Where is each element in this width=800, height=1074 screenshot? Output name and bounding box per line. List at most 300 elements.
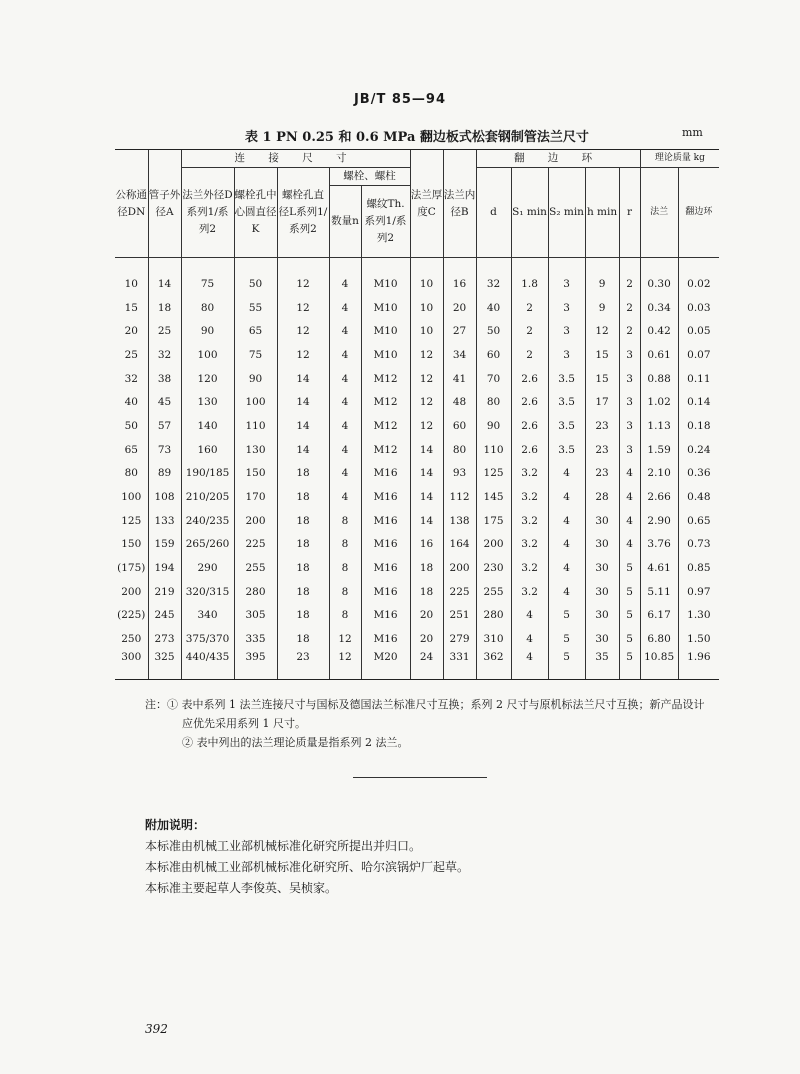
table-cell: M16 <box>361 485 410 509</box>
table-cell: 40 <box>124 396 138 409</box>
table-cell: 89 <box>148 462 181 486</box>
spacer-cell <box>443 258 476 273</box>
standard-number: JB/T 85—94 <box>353 92 447 107</box>
table-row <box>115 580 719 604</box>
table-cell: 133 <box>148 509 181 533</box>
table-cell: 4 <box>511 627 548 651</box>
table-cell: 14 <box>277 390 329 414</box>
table-cell: 340 <box>181 604 234 628</box>
additional-line: 本标准由机械工业部机械标准化研究所、哈尔滨锅炉厂起草。 <box>145 860 470 874</box>
table-cell: 200 <box>476 533 511 557</box>
table-cell: 4 <box>548 556 585 580</box>
table-cell: 3.5 <box>548 367 585 391</box>
table-cell: 23 <box>585 462 619 486</box>
table-cell: 14 <box>410 509 443 533</box>
table-cell: 90 <box>476 414 511 438</box>
table-cell: 18 <box>277 462 329 486</box>
table-cell: 27 <box>443 319 476 343</box>
table-cell: M10 <box>361 343 410 367</box>
table-cell: 4 <box>548 580 585 604</box>
table-cell: 10 <box>124 277 138 290</box>
table-cell: 4 <box>329 485 361 509</box>
table-cell: 2 <box>619 319 640 343</box>
table-cell: 0.02 <box>678 272 719 296</box>
table-cell: 23 <box>585 414 619 438</box>
table-row <box>115 319 719 343</box>
spacer-cell <box>148 258 181 273</box>
table-cell: M16 <box>361 509 410 533</box>
table-cell: 20 <box>124 325 138 338</box>
table-cell: 210/205 <box>181 485 234 509</box>
table-cell: 2.10 <box>640 462 678 486</box>
table-cell: 14 <box>277 438 329 462</box>
col-header-bolt-hole: 螺栓孔直径L系列1/系列2 <box>277 168 329 258</box>
table-cell: 18 <box>277 604 329 628</box>
table-cell: 30 <box>585 556 619 580</box>
table-cell: 0.97 <box>678 580 719 604</box>
table-cell: 110 <box>234 414 277 438</box>
table-cell: 3.2 <box>511 509 548 533</box>
table-cell: 15 <box>585 343 619 367</box>
table-cell: 200 <box>121 585 142 598</box>
table-cell: (225) <box>117 609 146 622</box>
table-cell: 12 <box>277 343 329 367</box>
table-cell: 18 <box>277 509 329 533</box>
table-cell: 120 <box>181 367 234 391</box>
table-cell: 4 <box>619 509 640 533</box>
table-cell: 3 <box>548 343 585 367</box>
table-cell: 200 <box>443 556 476 580</box>
table-cell: 5 <box>548 651 585 680</box>
col-header-flange-thickness: 法兰厚度C <box>410 150 443 258</box>
col-header-pipe-od: 管子外径A <box>148 150 181 258</box>
table-cell: M10 <box>361 319 410 343</box>
table-cell: 2.6 <box>511 438 548 462</box>
table-cell: 265/260 <box>181 533 234 557</box>
table-cell: 138 <box>443 509 476 533</box>
table-cell: 125 <box>476 462 511 486</box>
table-cell: 100 <box>181 343 234 367</box>
table-cell: 90 <box>234 367 277 391</box>
table-cell: 18 <box>148 296 181 320</box>
table-cell: 18 <box>277 485 329 509</box>
table-cell: 4 <box>511 651 548 680</box>
table-cell: 1.59 <box>640 438 678 462</box>
spacer-cell <box>585 258 619 273</box>
table-cell: 5 <box>548 604 585 628</box>
table-cell: 5 <box>619 580 640 604</box>
table-cell: 18 <box>410 580 443 604</box>
flange-dimension-table-wrap <box>115 149 719 680</box>
spacer-cell <box>548 258 585 273</box>
table-cell: 175 <box>476 509 511 533</box>
flange-dimension-table <box>115 149 719 680</box>
table-cell: 4 <box>329 367 361 391</box>
table-cell: 40 <box>476 296 511 320</box>
table-cell: 3 <box>548 319 585 343</box>
table-cell: 4 <box>329 272 361 296</box>
table-cell: 6.17 <box>640 604 678 628</box>
table-cell: 255 <box>476 580 511 604</box>
table-cell: 12 <box>410 367 443 391</box>
table-cell: 3.5 <box>548 390 585 414</box>
table-cell: 100 <box>234 390 277 414</box>
table-cell: 1.8 <box>511 272 548 296</box>
table-cell: 145 <box>476 485 511 509</box>
table-cell: 335 <box>234 627 277 651</box>
col-group-connection: 连 接 尺 寸 <box>181 150 410 168</box>
table-cell: 15 <box>124 301 138 314</box>
table-cell: 28 <box>585 485 619 509</box>
table-cell: 2.6 <box>511 367 548 391</box>
table-cell: 5 <box>548 627 585 651</box>
table-cell: 18 <box>277 580 329 604</box>
table-cell: 150 <box>234 462 277 486</box>
table-cell: 0.05 <box>678 319 719 343</box>
table-cell: 5 <box>619 627 640 651</box>
table-cell: 23 <box>585 438 619 462</box>
table-cell: 4 <box>329 438 361 462</box>
table-cell: 5 <box>619 651 640 680</box>
col-header-r: r <box>619 168 640 258</box>
table-cell: 18 <box>410 556 443 580</box>
table-row <box>115 556 719 580</box>
table-cell: 35 <box>585 651 619 680</box>
additional-notes-heading: 附加说明： <box>145 818 206 832</box>
table-cell: 25 <box>124 348 138 361</box>
table-cell: 55 <box>234 296 277 320</box>
table-cell: 14 <box>410 485 443 509</box>
table-cell: 0.73 <box>678 533 719 557</box>
note-2: ② 表中列出的法兰理论质量是指系列 2 法兰。 <box>182 736 409 749</box>
section-divider <box>353 777 487 778</box>
table-cell: 1.50 <box>678 627 719 651</box>
table-cell: 159 <box>148 533 181 557</box>
table-cell: 2.90 <box>640 509 678 533</box>
table-cell: 2 <box>511 296 548 320</box>
table-cell: M12 <box>361 390 410 414</box>
table-cell: 23 <box>277 651 329 680</box>
table-cell: 5 <box>619 604 640 628</box>
table-cell: 225 <box>234 533 277 557</box>
additional-line: 本标准由机械工业部机械标准化研究所提出并归口。 <box>145 839 422 853</box>
table-cell: 280 <box>234 580 277 604</box>
table-row <box>115 272 719 296</box>
table-cell: 80 <box>181 296 234 320</box>
table-cell: M16 <box>361 627 410 651</box>
table-cell: 4 <box>329 296 361 320</box>
table-cell: 60 <box>443 414 476 438</box>
table-cell: 24 <box>410 651 443 680</box>
table-cell: 17 <box>585 390 619 414</box>
table-cell: M10 <box>361 296 410 320</box>
spacer-cell <box>678 258 719 273</box>
col-group-bolts: 螺栓、螺柱 <box>329 168 410 186</box>
table-cell: 0.36 <box>678 462 719 486</box>
table-cell: 3 <box>548 272 585 296</box>
table-cell: 3.2 <box>511 580 548 604</box>
table-cell: M10 <box>361 272 410 296</box>
table-cell: 12 <box>329 627 361 651</box>
table-cell: 12 <box>329 651 361 680</box>
table-cell: 80 <box>124 467 138 480</box>
col-header-dn: 公称通径DN <box>115 150 148 258</box>
table-cell: 325 <box>148 651 181 680</box>
table-cell: 30 <box>585 509 619 533</box>
table-cell: 0.65 <box>678 509 719 533</box>
table-cell: 48 <box>443 390 476 414</box>
table-cell: 25 <box>148 319 181 343</box>
table-cell: 0.61 <box>640 343 678 367</box>
table-cell: 100 <box>121 491 142 504</box>
spacer-cell <box>277 258 329 273</box>
table-cell: 30 <box>585 533 619 557</box>
table-cell: 305 <box>234 604 277 628</box>
table-cell: 108 <box>148 485 181 509</box>
col-header-mass-flange: 法兰 <box>640 168 678 258</box>
table-cell: 50 <box>476 319 511 343</box>
table-cell: 1.02 <box>640 390 678 414</box>
table-row <box>115 509 719 533</box>
table-cell: 41 <box>443 367 476 391</box>
table-cell: M16 <box>361 462 410 486</box>
spacer-cell <box>511 258 548 273</box>
table-cell: 1.30 <box>678 604 719 628</box>
col-header-ring-d: d <box>476 168 511 258</box>
table-cell: 12 <box>585 319 619 343</box>
table-cell: 280 <box>476 604 511 628</box>
table-cell: M12 <box>361 438 410 462</box>
table-cell: 8 <box>329 580 361 604</box>
table-cell: 32 <box>476 272 511 296</box>
table-row <box>115 390 719 414</box>
table-cell: 5.11 <box>640 580 678 604</box>
table-row <box>115 651 719 680</box>
spacer-cell <box>115 258 148 273</box>
table-cell: 14 <box>277 367 329 391</box>
table-cell: 20 <box>410 627 443 651</box>
table-cell: M16 <box>361 580 410 604</box>
col-group-mass: 理论质量 kg <box>640 150 719 168</box>
table-cell: 310 <box>476 627 511 651</box>
table-cell: (175) <box>117 562 146 575</box>
table-cell: M16 <box>361 533 410 557</box>
table-cell: 170 <box>234 485 277 509</box>
note-1-continued: 应优先采用系列 1 尺寸。 <box>182 717 306 730</box>
table-cell: 16 <box>443 272 476 296</box>
table-cell: 3.5 <box>548 438 585 462</box>
table-cell: 251 <box>443 604 476 628</box>
table-cell: 12 <box>410 390 443 414</box>
table-cell: 34 <box>443 343 476 367</box>
table-title: 表 1 PN 0.25 和 0.6 MPa 翻边板式松套钢制管法兰尺寸 <box>245 130 589 145</box>
table-cell: M16 <box>361 604 410 628</box>
table-cell: 93 <box>443 462 476 486</box>
table-cell: 14 <box>410 462 443 486</box>
table-cell: 65 <box>124 443 138 456</box>
table-cell: M20 <box>361 651 410 680</box>
table-cell: 0.18 <box>678 414 719 438</box>
table-body <box>115 258 719 680</box>
table-cell: 50 <box>234 272 277 296</box>
table-cell: 14 <box>410 438 443 462</box>
spacer-cell <box>361 258 410 273</box>
table-cell: 4 <box>329 462 361 486</box>
table-cell: 2 <box>511 343 548 367</box>
table-cell: 4 <box>548 485 585 509</box>
table-cell: 0.03 <box>678 296 719 320</box>
table-cell: 3 <box>548 296 585 320</box>
table-cell: 362 <box>476 651 511 680</box>
col-header-bolt-circle: 螺栓孔中心圆直径K <box>234 168 277 258</box>
table-cell: 65 <box>234 319 277 343</box>
table-cell: 4 <box>329 414 361 438</box>
table-cell: 0.24 <box>678 438 719 462</box>
table-cell: 140 <box>181 414 234 438</box>
table-cell: 57 <box>148 414 181 438</box>
spacer-cell <box>619 258 640 273</box>
table-row <box>115 533 719 557</box>
table-cell: 4 <box>329 343 361 367</box>
table-cell: 3 <box>619 414 640 438</box>
table-cell: 3.2 <box>511 485 548 509</box>
table-cell: 112 <box>443 485 476 509</box>
table-cell: 3.2 <box>511 462 548 486</box>
table-cell: 3 <box>619 343 640 367</box>
table-cell: 2.6 <box>511 414 548 438</box>
table-cell: 80 <box>443 438 476 462</box>
table-cell: 130 <box>234 438 277 462</box>
table-cell: 4 <box>548 509 585 533</box>
table-cell: 10 <box>410 272 443 296</box>
note-1: 注：① 表中系列 1 法兰连接尺寸与国标及德国法兰标准尺寸互换；系列 2 尺寸与原机标法兰尺寸互换；新产品设计 <box>145 698 705 711</box>
table-cell: 0.11 <box>678 367 719 391</box>
spacer-cell <box>234 258 277 273</box>
table-cell: 219 <box>148 580 181 604</box>
table-cell: 3.2 <box>511 533 548 557</box>
table-row <box>115 485 719 509</box>
table-row <box>115 343 719 367</box>
table-cell: 18 <box>277 627 329 651</box>
table-cell: 16 <box>410 533 443 557</box>
table-cell: 0.07 <box>678 343 719 367</box>
table-cell: 73 <box>148 438 181 462</box>
table-cell: 190/185 <box>181 462 234 486</box>
table-cell: 8 <box>329 509 361 533</box>
table-cell: 12 <box>277 319 329 343</box>
table-cell: 1.13 <box>640 414 678 438</box>
table-cell: 375/370 <box>181 627 234 651</box>
table-cell: 70 <box>476 367 511 391</box>
table-cell: 194 <box>148 556 181 580</box>
table-cell: 255 <box>234 556 277 580</box>
table-cell: 38 <box>148 367 181 391</box>
col-header-bolt-count: 数量n <box>329 186 361 258</box>
table-cell: 320/315 <box>181 580 234 604</box>
table-row <box>115 604 719 628</box>
table-cell: 10.85 <box>640 651 678 680</box>
table-cell: 4 <box>548 533 585 557</box>
table-cell: 225 <box>443 580 476 604</box>
table-row <box>115 462 719 486</box>
table-cell: 440/435 <box>181 651 234 680</box>
table-row <box>115 627 719 651</box>
table-cell: 3 <box>619 390 640 414</box>
table-cell: 164 <box>443 533 476 557</box>
table-cell: 4 <box>329 319 361 343</box>
table-cell: 30 <box>585 580 619 604</box>
table-cell: 130 <box>181 390 234 414</box>
table-cell: 9 <box>585 296 619 320</box>
unit-label: mm <box>682 126 703 139</box>
table-cell: 0.88 <box>640 367 678 391</box>
table-cell: 125 <box>121 514 142 527</box>
table-cell: 10 <box>410 296 443 320</box>
table-cell: 2 <box>619 272 640 296</box>
col-header-s1: S₁ min <box>511 168 548 258</box>
table-cell: 250 <box>121 633 142 646</box>
table-cell: 0.14 <box>678 390 719 414</box>
table-cell: 0.85 <box>678 556 719 580</box>
col-header-h: h min <box>585 168 619 258</box>
table-cell: 110 <box>476 438 511 462</box>
table-cell: 18 <box>277 556 329 580</box>
table-cell: M12 <box>361 367 410 391</box>
table-cell: 20 <box>443 296 476 320</box>
table-cell: 0.42 <box>640 319 678 343</box>
table-cell: 32 <box>124 372 138 385</box>
table-cell: 160 <box>181 438 234 462</box>
table-cell: 200 <box>234 509 277 533</box>
table-cell: 90 <box>181 319 234 343</box>
table-cell: 0.34 <box>640 296 678 320</box>
table-cell: 32 <box>148 343 181 367</box>
col-header-thread: 螺纹Th.系列1/系列2 <box>361 186 410 258</box>
additional-line: 本标准主要起草人李俊英、吴桢家。 <box>145 881 338 895</box>
table-cell: 12 <box>410 343 443 367</box>
table-cell: 331 <box>443 651 476 680</box>
table-row <box>115 296 719 320</box>
table-cell: 14 <box>277 414 329 438</box>
table-cell: 8 <box>329 604 361 628</box>
table-cell: 2.6 <box>511 390 548 414</box>
table-cell: 240/235 <box>181 509 234 533</box>
table-cell: 3 <box>619 367 640 391</box>
table-cell: 8 <box>329 533 361 557</box>
page-number: 392 <box>145 1022 168 1036</box>
table-cell: 0.48 <box>678 485 719 509</box>
table-cell: 9 <box>585 272 619 296</box>
table-cell: 290 <box>181 556 234 580</box>
spacer-cell <box>181 258 234 273</box>
col-group-lap-ring: 翻 边 环 <box>476 150 640 168</box>
table-cell: 45 <box>148 390 181 414</box>
table-cell: 245 <box>148 604 181 628</box>
table-cell: 4 <box>329 390 361 414</box>
table-cell: 3 <box>619 438 640 462</box>
table-row <box>115 367 719 391</box>
table-cell: 230 <box>476 556 511 580</box>
table-cell: 4.61 <box>640 556 678 580</box>
table-cell: 2.66 <box>640 485 678 509</box>
table-cell: 14 <box>148 272 181 296</box>
table-cell: 4 <box>619 485 640 509</box>
table-cell: 395 <box>234 651 277 680</box>
table-cell: 1.96 <box>678 651 719 680</box>
table-cell: 4 <box>511 604 548 628</box>
table-cell: 20 <box>410 604 443 628</box>
table-cell: 8 <box>329 556 361 580</box>
